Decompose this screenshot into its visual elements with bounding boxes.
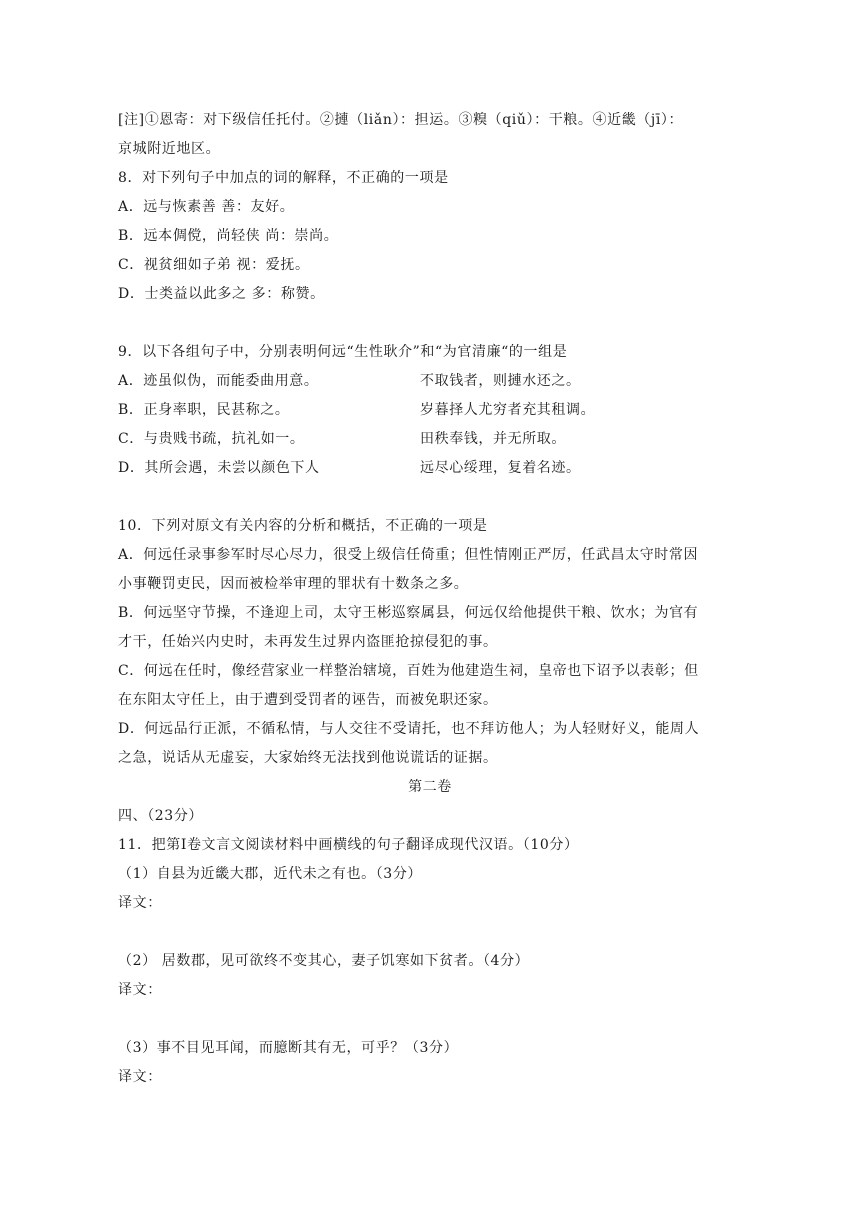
question-8-option-d: D．士类益以此多之 多：称赞。 [118,286,325,302]
option-c-left: C．与贵贱书疏，抗礼如一。 [118,431,305,447]
option-d-left: D．其所会遇，未尝以颜色下人 [118,460,320,476]
part-2-title: 第二卷 [408,779,452,795]
question-10-line: 之急，说话从无虚妄，大家始终无法找到他说谎话的证据。 [118,750,498,766]
question-8-stem: 8．对下列句子中加点的词的解释，不正确的一项是 [118,170,449,186]
option-a-left: A．迹虽似伪，而能委曲用意。 [118,373,319,389]
question-9-option-b [118,400,718,420]
question-11-item-2: （2） 居数郡，见可欲终不变其心，妻子饥寒如下贫者。（4分） [118,953,530,969]
question-9-option-c [118,429,718,449]
question-10-line: B．何远坚守节操，不逢迎上司，太守王彬巡察属县，何远仅给他提供干粮、饮水；为官有 [118,605,699,621]
question-10-line: A．何远任录事参军时尽心尽力，很受上级信任倚重；但性情刚正严厉，任武昌太守时常因 [118,547,699,563]
question-8-option-b: B．远本倜傥，尚轻侠 尚：崇尚。 [118,228,339,244]
notes-line-1: [注]①恩寄：对下级信任托付。②摙（liǎn）：担运。③糗（qiǔ）：干粮。④近畿（jī）： [118,112,684,128]
question-8-option-a: A．远与恢素善 善：友好。 [118,199,295,215]
question-11-item-3: （3）事不目见耳闻，而臆断其有无，可乎？（3分） [118,1040,459,1056]
question-9-option-a [118,371,718,391]
question-10-line: 才干，任始兴内史时，未再发生过界内盗匪抢掠侵犯的事。 [118,634,498,650]
question-10-line: 在东阳太守任上，由于遭到受罚者的诬告，而被免职还家。 [118,692,498,708]
question-10-line: C．何远在任时，像经营家业一样整治辖境，百姓为他建造生祠，皇帝也下诏予以表彰；但 [118,663,699,679]
option-a-right: 不取钱者，则摙水还之。 [420,373,581,389]
question-8-option-c: C．视贫细如子弟 视：爱抚。 [118,257,310,273]
question-10-stem: 10．下列对原文有关内容的分析和概括，不正确的一项是 [118,518,488,534]
option-b-right: 岁暮择人尤穷者充其租调。 [420,402,596,418]
option-c-right: 田秩奉钱，并无所取。 [420,431,566,447]
translation-label: 译文： [118,895,162,911]
question-11-item-1: （1）自县为近畿大郡，近代未之有也。（3分） [118,866,423,882]
section-heading: 四、（23分） [118,808,204,824]
option-d-right: 远尽心绥理，复着名迹。 [420,460,581,476]
notes-line-2: 京城附近地区。 [118,141,221,157]
translation-label: 译文： [118,1069,162,1085]
option-b-left: B．正身率职，民甚称之。 [118,402,290,418]
question-10-line: D．何远品行正派，不循私情，与人交往不受请托，也不拜访他人；为人轻财好义，能周人 [118,721,700,737]
question-11-stem: 11．把第Ⅰ卷文言文阅读材料中画横线的句子翻译成现代汉语。（10分） [118,837,579,853]
translation-label: 译文： [118,982,162,998]
question-9-stem: 9．以下各组句子中，分别表明何远“生性耿介”和“为官清廉“的一组是 [118,344,568,360]
question-10-line: 小事鞭罚吏民，因而被检举审理的罪状有十数条之多。 [118,576,469,592]
question-9-option-d [118,458,718,478]
